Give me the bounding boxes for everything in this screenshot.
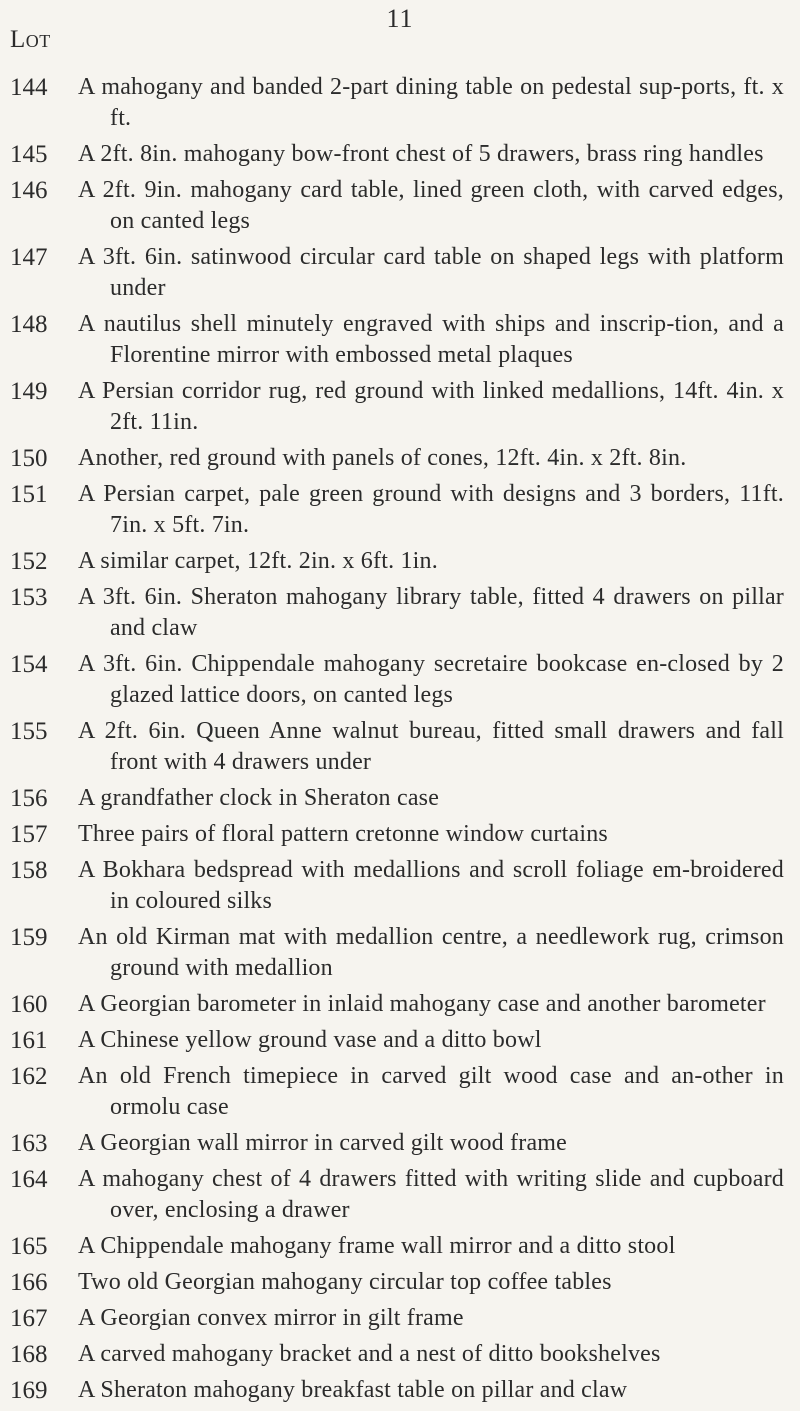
lot-number: 159: [10, 924, 48, 951]
lot-description: An old French timepiece in carved gilt wood case and an-other in ormolu case: [78, 1063, 784, 1120]
lot-number: 166: [10, 1269, 48, 1296]
lot-description: A carved mahogany bracket and a nest of ditto bookshelves: [78, 1341, 661, 1367]
lot-number: 162: [10, 1063, 48, 1090]
lot-list: [10, 72, 790, 1411]
lot-description: Another, red ground with panels of cones, 12ft. 4in. x 2ft. 8in.: [78, 445, 687, 471]
lot-number: 169: [10, 1377, 48, 1404]
lot-number: 161: [10, 1027, 48, 1054]
lot-description: A Persian corridor rug, red ground with linked medallions, 14ft. 4in. x 2ft. 11in.: [78, 378, 784, 435]
lot-number: 152: [10, 548, 48, 575]
lot-number: 160: [10, 991, 48, 1018]
lot-number: 144: [10, 74, 48, 101]
lot-description: A 2ft. 9in. mahogany card table, lined green cloth, with carved edges, on canted legs: [78, 177, 784, 234]
lot-column-heading: Lot: [10, 26, 51, 53]
lot-description: A Sheraton mahogany breakfast table on pillar and claw: [78, 1377, 628, 1403]
lot-description: A Persian carpet, pale green ground with designs and 3 borders, 11ft. 7in. x 5ft. 7in.: [78, 481, 784, 538]
lot-number: 153: [10, 584, 48, 611]
lot-description: A 2ft. 6in. Queen Anne walnut bureau, fitted small drawers and fall front with 4 drawers under: [78, 718, 784, 775]
lot-entry: [10, 479, 790, 541]
lot-number: 167: [10, 1305, 48, 1332]
lot-number: 151: [10, 481, 48, 508]
lot-number: 145: [10, 141, 48, 168]
lot-description: Two old Georgian mahogany circular top coffee tables: [78, 1269, 612, 1295]
lot-entry: [10, 1231, 790, 1262]
lot-number: 165: [10, 1233, 48, 1260]
lot-entry: [10, 855, 790, 917]
lot-description: A Georgian convex mirror in gilt frame: [78, 1305, 464, 1331]
lot-entry: [10, 309, 790, 371]
lot-entry: [10, 1025, 790, 1056]
lot-entry: [10, 1128, 790, 1159]
lot-entry: [10, 443, 790, 474]
lot-entry: [10, 376, 790, 438]
lot-number: 156: [10, 785, 48, 812]
lot-description: A mahogany and banded 2-part dining table on pedestal sup-ports, ft. x ft.: [78, 74, 784, 131]
lot-entry: [10, 546, 790, 577]
lot-number: 157: [10, 821, 48, 848]
lot-number: 146: [10, 177, 48, 204]
lot-description: A 3ft. 6in. Chippendale mahogany secretaire bookcase en-closed by 2 glazed lattice doors, on canted legs: [78, 651, 784, 708]
lot-number: 150: [10, 445, 48, 472]
lot-number: 163: [10, 1130, 48, 1157]
page-number: 11: [386, 4, 414, 33]
lot-description: A mahogany chest of 4 drawers fitted with writing slide and cupboard over, enclosing a drawer: [78, 1166, 784, 1223]
lot-description: Three pairs of floral pattern cretonne window curtains: [78, 821, 608, 847]
lot-description: A 2ft. 8in. mahogany bow-front chest of 5 drawers, brass ring handles: [78, 141, 764, 167]
lot-description: A nautilus shell minutely engraved with ships and inscrip-tion, and a Florentine mirror with embossed metal plaques: [78, 311, 784, 368]
lot-entry: [10, 989, 790, 1020]
lot-entry: [10, 139, 790, 170]
lot-description: A Georgian barometer in inlaid mahogany case and another barometer: [78, 991, 766, 1017]
lot-description: A Chippendale mahogany frame wall mirror and a ditto stool: [78, 1233, 676, 1259]
lot-description: A Georgian wall mirror in carved gilt wood frame: [78, 1130, 568, 1156]
lot-number: 154: [10, 651, 48, 678]
lot-description: A grandfather clock in Sheraton case: [78, 785, 440, 811]
lot-number: 158: [10, 857, 48, 884]
lot-number: 147: [10, 244, 48, 271]
lot-description: A 3ft. 6in. satinwood circular card table on shaped legs with platform under: [78, 244, 784, 301]
lot-entry: [10, 1303, 790, 1334]
lot-entry: [10, 922, 790, 984]
lot-description: A Bokhara bedspread with medallions and scroll foliage em-broidered in coloured silks: [78, 857, 784, 914]
lot-entry: [10, 1267, 790, 1298]
lot-description: A similar carpet, 12ft. 2in. x 6ft. 1in.: [78, 548, 438, 574]
lot-number: 164: [10, 1166, 48, 1193]
lot-entry: [10, 819, 790, 850]
lot-number: 155: [10, 718, 48, 745]
lot-entry: [10, 72, 790, 134]
lot-entry: [10, 716, 790, 778]
lot-description: A Chinese yellow ground vase and a ditto bowl: [78, 1027, 542, 1053]
lot-number: 149: [10, 378, 48, 405]
lot-entry: [10, 649, 790, 711]
lot-entry: [10, 1061, 790, 1123]
lot-description: An old Kirman mat with medallion centre, a needlework rug, crimson ground with medallion: [78, 924, 784, 981]
lot-entry: [10, 1164, 790, 1226]
lot-entry: [10, 242, 790, 304]
lot-entry: [10, 582, 790, 644]
lot-entry: [10, 1339, 790, 1370]
lot-entry: [10, 783, 790, 814]
lot-description: A 3ft. 6in. Sheraton mahogany library table, fitted 4 drawers on pillar and claw: [78, 584, 784, 641]
lot-entry: [10, 175, 790, 237]
lot-number: 148: [10, 311, 48, 338]
lot-number: 168: [10, 1341, 48, 1368]
lot-entry: [10, 1375, 790, 1406]
